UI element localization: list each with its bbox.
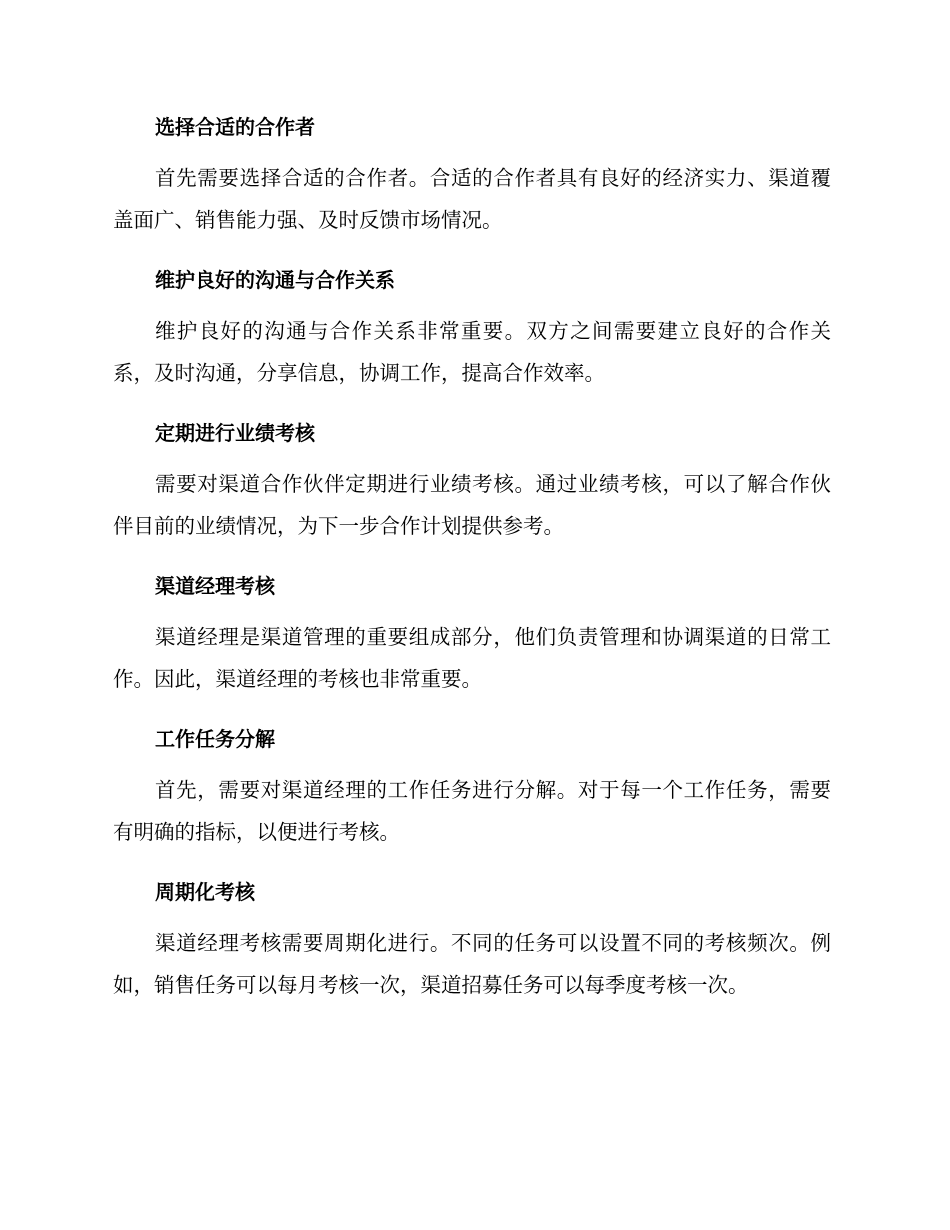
section-paragraph: 首先需要选择合适的合作者。合适的合作者具有良好的经济实力、渠道覆盖面广、销售能力强、及时反馈市场情况。 (113, 166, 831, 232)
section-paragraph: 需要对渠道合作伙伴定期进行业绩考核。通过业绩考核，可以了解合作伙伴目前的业绩情况，为下一步合作计划提供参考。 (113, 472, 831, 538)
section-manager-review (113, 572, 831, 700)
section-paragraph: 渠道经理考核需要周期化进行。不同的任务可以设置不同的考核频次。例如，销售任务可以每月考核一次，渠道招募任务可以每季度考核一次。 (113, 931, 831, 997)
section-heading: 周期化考核 (155, 880, 255, 904)
section-task-breakdown (113, 725, 831, 853)
section-heading: 工作任务分解 (155, 727, 275, 751)
section-periodic-review (113, 878, 831, 1006)
section-heading: 维护良好的沟通与合作关系 (155, 268, 395, 292)
section-heading: 渠道经理考核 (155, 574, 275, 598)
section-performance-review (113, 419, 831, 547)
section-partner-selection (113, 113, 831, 241)
section-heading: 定期进行业绩考核 (155, 421, 315, 445)
section-communication (113, 266, 831, 394)
section-paragraph: 渠道经理是渠道管理的重要组成部分，他们负责管理和协调渠道的日常工作。因此，渠道经理的考核也非常重要。 (113, 625, 831, 691)
section-paragraph: 首先，需要对渠道经理的工作任务进行分解。对于每一个工作任务，需要有明确的指标，以便进行考核。 (113, 778, 831, 844)
section-heading: 选择合适的合作者 (155, 115, 315, 139)
section-paragraph: 维护良好的沟通与合作关系非常重要。双方之间需要建立良好的合作关系，及时沟通，分享信息，协调工作，提高合作效率。 (113, 319, 831, 385)
